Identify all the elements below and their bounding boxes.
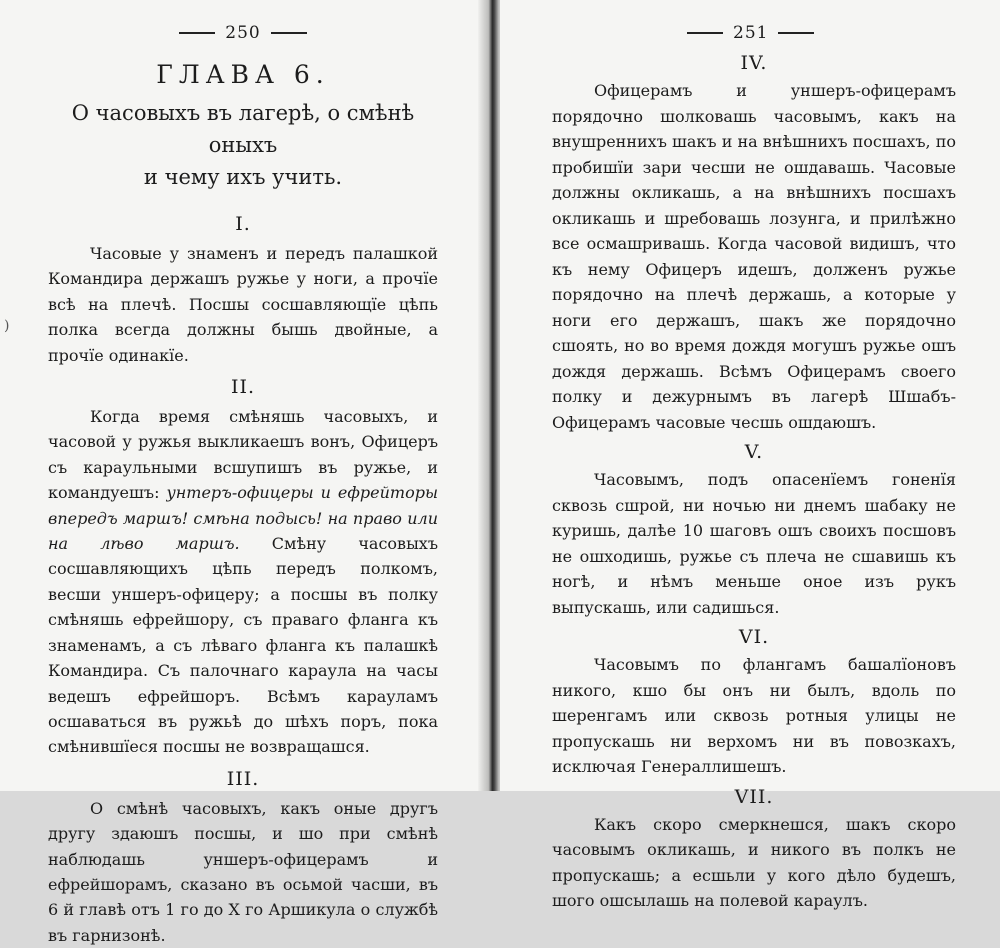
section-text-3: О смѣнѣ часовыхъ, какъ оные другъ другу здаюшъ посшы, и шо при смѣнѣ наблюдашь уншеръ-офицерамъ и ефрейшорамъ, сказано въ осьмой часши, въ 6 й главѣ отъ 1 го до X го Аршикула о службѣ въ гарнизонѣ. <box>48 798 438 945</box>
page-number-250 <box>48 20 438 46</box>
page-number-251 <box>552 20 956 46</box>
section-text-6: Часовымъ по флангамъ башалïоновъ никого, кшо бы онъ ни былъ, вдоль по шеренгамъ или сквозь ротныя улицы не пропускашь ни верхомъ ни въ повозкахъ, исключая Генераллишешъ. <box>552 655 956 776</box>
subtitle-line-1: О часовыхъ въ лагерѣ, о смѣнѣ оныхъ <box>71 101 415 157</box>
chapter-title: ГЛАВА 6. <box>156 60 330 89</box>
right-rule <box>778 32 814 34</box>
section-text-2a: Когда время смѣняшь часовыхъ, и часовой у ружья выкликаешъ вонъ, Офицеръ съ караульными всшупишъ въ ружье, и командуешъ: <box>48 407 438 503</box>
chapter-subtitle <box>48 97 438 193</box>
section-text-2 <box>48 404 438 760</box>
section-text-1: Часовые у знаменъ и передъ палашкой Командира держашъ ружье у ноги, а прочïе всѣ на плечѣ. Посшы сосшавляющïе цѣпь полка всегда должны бышь двойные, а прочïе одинакïе. <box>48 244 438 365</box>
right-rule <box>271 32 307 34</box>
section-number-7: VII. <box>734 785 774 808</box>
section-text-2c: Смѣну часовыхъ сосшавляющихъ цѣпь передъ полкомъ, весши уншеръ-офицеру; а посшы въ полку смѣняшь ефрейшору, съ праваго фланга къ знаменамъ, а съ лѣваго фланга къ палашкѣ Командира. Съ палочнаго караула на часы ведешъ ефрейшоръ. Всѣмъ карауламъ осшаваться въ ружьѣ до шѣхъ поръ, пока смѣнившïеся посшы не возвращашся. <box>48 534 438 757</box>
section-number-1: I. <box>235 213 251 235</box>
section-number-3: III. <box>226 767 260 790</box>
section-number-4: IV. <box>740 52 768 74</box>
section-text-4: Офицерамъ и уншеръ-офицерамъ порядочно шолковашь часовымъ, какъ на внушреннихъ шакъ и на внѣшнихъ посшахъ, по пробишïи зари чесши не ошдавашь. Часовые должны окликашь, а на внѣшнихъ посшахъ окликашь и шребовашь лозунга, и прилѣжно все осмашривашь. Когда часовой видишъ, что къ нему Офицеръ идешъ, долженъ ружье порядочно на плечѣ держашь, а которые у ноги его держашъ, шакъ же порядочно сшоять, но во время дождя могушъ ружье ошъ дождя держашь. Всѣмъ Офицерамъ своего полку и дежурнымъ въ лагерѣ Шшабъ-Офицерамъ часовые чесшь ошдаюшъ. <box>552 81 956 432</box>
command-italic: унтеръ-офицеры и ефрейторы впередъ маршъ! смѣна подысь! на право или на лѣво маршъ. <box>48 483 439 554</box>
left-page <box>0 0 488 945</box>
subtitle-line-2: и чему ихъ учить. <box>143 165 343 189</box>
section-number-6: VI. <box>738 626 770 648</box>
section-number-5: V. <box>744 441 764 463</box>
section-number-2: II. <box>230 376 256 399</box>
right-page <box>500 0 1000 910</box>
margin-mark: ) <box>4 318 10 334</box>
left-rule <box>179 32 215 34</box>
page-number-text: 251 <box>733 23 769 43</box>
left-rule <box>687 32 723 34</box>
section-text-7: Какъ скоро смеркнешся, шакъ скоро часовымъ окликашь, и никого въ полкъ не пропускашь; а есшьли у кого дѣло будешъ, шого ошсылашь на полевой караулъ. <box>552 814 956 910</box>
section-text-5: Часовымъ, подъ опасенïемъ гоненïя сквозь сшрой, ни ночью ни днемъ шабаку не куришь, далѣе 10 шаговъ ошъ своихъ посшовъ не ошходишь, ружье съ плеча не сшавишь къ ногѣ, и нѣмъ меньше оное изъ рукъ выпускашь, или садишься. <box>552 470 956 617</box>
page-number-text: 250 <box>225 23 261 43</box>
